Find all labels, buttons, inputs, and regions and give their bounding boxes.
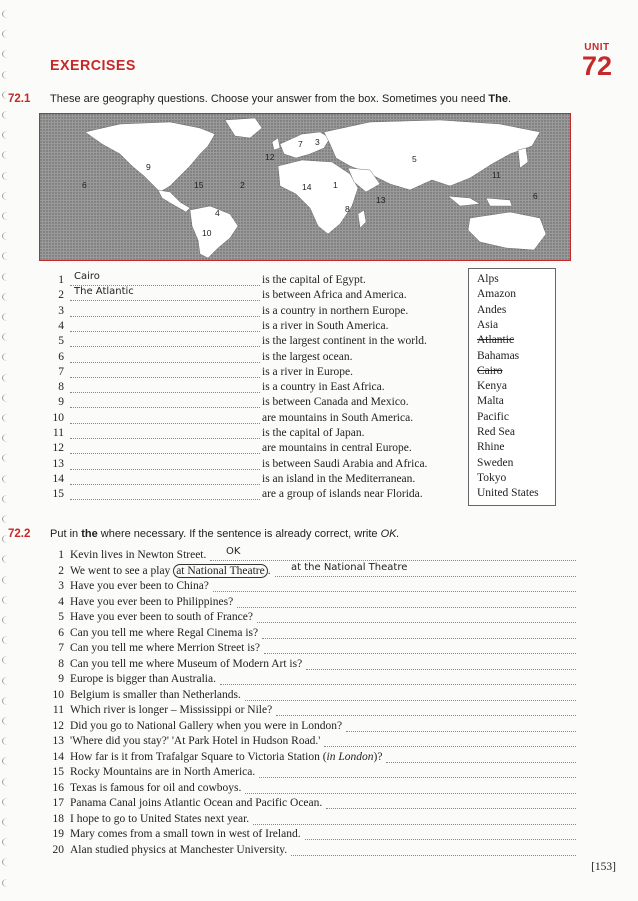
answer-blank[interactable] <box>70 377 260 378</box>
spiral-ring <box>2 717 13 725</box>
sentence-text: Have you ever been to south of France? <box>70 611 253 623</box>
spiral-ring <box>2 757 13 765</box>
sentence-row <box>48 782 576 797</box>
sentence-number: 18 <box>52 812 64 825</box>
question-number: 12 <box>52 442 64 455</box>
map-label: 12 <box>265 152 275 162</box>
map-label: 7 <box>298 139 303 149</box>
spiral-ring <box>2 293 13 301</box>
instruction-text: where necessary. If the sentence is already correct, write <box>100 528 378 540</box>
spiral-ring <box>2 838 13 846</box>
map-label: 14 <box>302 182 312 192</box>
answer-line[interactable] <box>259 777 576 778</box>
question-text: is the capital of Egypt. <box>262 274 366 286</box>
sentence-number: 11 <box>52 704 64 716</box>
answer-line[interactable] <box>386 762 576 763</box>
spiral-ring <box>2 798 13 806</box>
circled-text: at National Theatre <box>173 564 268 578</box>
unit-marker <box>582 42 612 79</box>
spiral-ring <box>2 151 13 159</box>
spiral-ring <box>2 273 13 281</box>
question-text: is the largest ocean. <box>262 350 353 363</box>
answer-line[interactable] <box>324 746 576 747</box>
box-word: Pacific <box>477 410 509 423</box>
question-text: is a river in Europe. <box>262 365 354 378</box>
question-row <box>48 381 468 396</box>
spiral-ring <box>2 596 13 604</box>
sentence-row <box>48 673 576 688</box>
box-word: Kenya <box>477 380 508 393</box>
question-row <box>48 473 468 488</box>
answer-line[interactable] <box>264 653 576 654</box>
map-label: 3 <box>315 137 320 147</box>
spiral-ring <box>2 172 13 180</box>
sentence-row <box>48 766 576 781</box>
sentence <box>70 797 322 809</box>
sentence-text: Which river is longer – Mississippi or Nile? <box>70 704 273 716</box>
sentence-text: Have you ever been to China? <box>70 580 209 592</box>
spiral-ring <box>2 232 13 240</box>
map-label: 15 <box>194 180 204 190</box>
sentence <box>70 782 241 794</box>
sentence-row <box>48 720 576 735</box>
instruction-ok: OK. <box>380 528 400 540</box>
question-row <box>48 442 468 457</box>
sentence-row <box>48 658 576 673</box>
box-word: Rhine <box>477 441 505 454</box>
question-text: is a country in East Africa. <box>262 381 385 394</box>
sentence <box>70 658 302 670</box>
sentence-text: We went to see a play <box>70 564 171 577</box>
sentence <box>70 627 258 639</box>
instruction-bold: the <box>81 528 98 540</box>
sentence <box>70 844 287 856</box>
box-word: Tokyo <box>477 471 507 484</box>
spiral-ring <box>2 879 13 887</box>
sentence <box>70 596 233 608</box>
sentence-text: Kevin lives in Newton Street. <box>70 549 207 561</box>
answer-line[interactable] <box>245 700 576 701</box>
handwritten-answer: at the National Theatre <box>291 561 408 573</box>
answer-blank[interactable] <box>70 423 260 424</box>
question-number: 2 <box>58 289 64 302</box>
sentence-italic: in London <box>326 750 374 763</box>
exercise-instruction-2 <box>50 528 400 540</box>
answer-line[interactable] <box>326 808 576 809</box>
spiral-ring <box>2 353 13 361</box>
box-word: Andes <box>477 303 507 316</box>
instruction-bold: The <box>488 93 508 105</box>
map-label: 1 <box>333 180 338 190</box>
spiral-ring <box>2 555 13 563</box>
question-number: 8 <box>58 381 64 394</box>
sentence-row <box>48 828 576 843</box>
map-label: 10 <box>202 228 212 238</box>
answer-line[interactable] <box>291 855 576 856</box>
spiral-ring <box>2 374 13 382</box>
map-label: 6 <box>533 191 538 201</box>
spiral-ring <box>2 737 13 745</box>
spiral-ring <box>2 818 13 826</box>
map-label: 9 <box>146 162 151 172</box>
question-row <box>48 427 468 442</box>
question-number: 3 <box>58 304 64 317</box>
answer-line[interactable] <box>306 669 576 670</box>
answer-blank[interactable] <box>70 469 260 470</box>
sentence-row <box>48 844 576 859</box>
question-text: is between Canada and Mexico. <box>262 396 409 409</box>
question-row <box>48 396 468 411</box>
question-text: is an island in the Mediterranean. <box>262 472 416 485</box>
sentence-text: Europe is bigger than Australia. <box>70 673 216 685</box>
box-word: Atlantic <box>477 334 515 347</box>
sentence <box>70 580 209 592</box>
sentence-number: 14 <box>52 750 64 763</box>
box-word: Sweden <box>477 456 514 469</box>
answer-blank[interactable] <box>70 316 260 317</box>
answer-line[interactable] <box>245 793 576 794</box>
spiral-ring <box>2 313 13 321</box>
spiral-ring <box>2 858 13 866</box>
box-word: Amazon <box>477 288 516 301</box>
sentence-row <box>48 689 576 704</box>
question-text: is the largest continent in the world. <box>262 335 427 348</box>
sentence-text: . <box>267 564 271 577</box>
map-label: 8 <box>345 204 350 214</box>
spiral-ring <box>2 111 13 119</box>
question-text: is a river in South America. <box>262 319 389 332</box>
map-label: 11 <box>492 170 501 180</box>
map-label: 4 <box>215 208 220 218</box>
sentence <box>70 766 255 778</box>
question-row <box>48 286 468 304</box>
answer-blank[interactable] <box>70 346 260 347</box>
sentence-text: Rocky Mountains are in North America. <box>70 766 256 778</box>
spiral-ring <box>2 414 13 422</box>
question-number: 7 <box>58 365 64 378</box>
answer-line[interactable] <box>220 684 576 685</box>
sentence-text: Did you go to National Gallery when you were in London? <box>70 719 343 732</box>
sentence-text: Can you tell me where Merrion Street is? <box>70 642 261 654</box>
page-number: [153] <box>591 861 616 873</box>
map-label: 6 <box>82 180 87 190</box>
answer-blank[interactable] <box>70 453 260 454</box>
question-number: 15 <box>52 488 64 501</box>
box-word: United States <box>477 487 539 500</box>
question-number: 13 <box>52 457 64 470</box>
sentence <box>70 813 249 825</box>
sentence <box>70 720 342 732</box>
sentence-number: 7 <box>58 642 64 654</box>
sentence-row <box>48 580 576 595</box>
sentence-row <box>48 561 576 580</box>
spiral-ring <box>2 515 13 523</box>
question-text: is between Saudi Arabia and Africa. <box>262 457 428 470</box>
answer-line[interactable] <box>305 839 576 840</box>
sentence-number: 12 <box>52 719 64 732</box>
answer-blank[interactable] <box>70 407 260 408</box>
sentence <box>70 673 216 685</box>
sentence-number: 9 <box>58 673 64 685</box>
question-row <box>48 305 468 320</box>
question-number: 6 <box>58 350 64 363</box>
sentence-text: Panama Canal joins Atlantic Ocean and Pacific Ocean. <box>70 797 323 809</box>
spiral-ring <box>2 656 13 664</box>
answer-line[interactable] <box>262 638 576 639</box>
spiral-ring <box>2 677 13 685</box>
spiral-binding <box>0 0 16 901</box>
box-word: Asia <box>477 318 499 331</box>
sentence-text: How far is it from Trafalgar Square to Victoria Station ( <box>70 750 327 763</box>
question-number: 4 <box>58 319 64 332</box>
spiral-ring <box>2 495 13 503</box>
sentence-text: Have you ever been to Philippines? <box>70 595 234 608</box>
question-text: are a group of islands near Florida. <box>262 488 423 501</box>
page-heading: EXERCISES <box>50 57 136 74</box>
sentence-text: )? <box>373 750 383 763</box>
answer-blank[interactable] <box>70 499 260 500</box>
handwritten-answer: The Atlantic <box>74 286 134 298</box>
spiral-ring <box>2 212 13 220</box>
question-number: 11 <box>52 427 64 439</box>
sentence-text: Can you tell me where Museum of Modern Art is? <box>70 657 303 670</box>
answer-blank[interactable] <box>70 300 260 301</box>
sentence-row <box>48 611 576 626</box>
spiral-ring <box>2 778 13 786</box>
sentence <box>70 828 301 840</box>
sentence-row <box>48 704 576 719</box>
spiral-ring <box>2 636 13 644</box>
question-text: is the capital of Japan. <box>262 427 365 439</box>
answer-line[interactable] <box>346 731 576 732</box>
answer-blank[interactable] <box>70 362 260 363</box>
question-row <box>48 351 468 366</box>
sentence-row <box>48 596 576 611</box>
answer-line[interactable] <box>213 591 576 592</box>
sentence <box>70 549 206 561</box>
question-text: is between Africa and America. <box>262 289 407 302</box>
instruction-text: Put in <box>50 528 79 540</box>
sentence-number: 1 <box>58 549 64 561</box>
exercise-instruction-1: These are geography questions. Choose your answer from the box. Sometimes you need The. <box>50 93 512 105</box>
sentence-text: Texas is famous for oil and cowboys. <box>70 781 242 794</box>
world-map <box>39 113 571 261</box>
answer-blank[interactable] <box>70 331 260 332</box>
spiral-ring <box>2 252 13 260</box>
sentence-number: 10 <box>52 688 64 701</box>
sentence-number: 13 <box>52 735 64 747</box>
answer-blank[interactable] <box>70 438 260 439</box>
question-row <box>48 335 468 350</box>
sentence <box>70 689 241 701</box>
box-word: Red Sea <box>477 426 516 438</box>
sentence-number: 3 <box>58 580 64 592</box>
spiral-ring <box>2 192 13 200</box>
sentence-row <box>48 735 576 750</box>
sentence-text: 'Where did you stay?' 'At Park Hotel in Hudson Road.' <box>70 735 321 747</box>
question-number: 10 <box>52 411 64 424</box>
sentence-row <box>48 627 576 642</box>
box-word: Bahamas <box>477 349 520 362</box>
sentence-number: 8 <box>58 657 64 670</box>
sentence-number: 16 <box>52 781 64 794</box>
question-row <box>48 320 468 335</box>
question-number: 1 <box>58 274 64 286</box>
sentence-row <box>48 813 576 828</box>
answer-line[interactable] <box>253 824 576 825</box>
spiral-ring <box>2 616 13 624</box>
sentence-number: 15 <box>52 766 64 778</box>
sentence <box>70 751 382 763</box>
sentence <box>70 611 253 623</box>
answer-line[interactable] <box>257 622 576 623</box>
spiral-ring <box>2 10 13 18</box>
sentence-text: Belgium is smaller than Netherlands. <box>70 688 241 701</box>
box-word: Cairo <box>477 364 503 377</box>
sentence-number: 5 <box>58 611 64 623</box>
sentence-row <box>48 751 576 766</box>
box-word: Malta <box>477 395 504 408</box>
question-number: 5 <box>58 335 64 348</box>
question-number: 14 <box>52 472 64 485</box>
question-text: is a country in northern Europe. <box>262 304 409 317</box>
answer-blank[interactable] <box>70 484 260 485</box>
sentence-text: Can you tell me where Regal Cinema is? <box>70 626 259 639</box>
spiral-ring <box>2 434 13 442</box>
sentence-number: 6 <box>58 626 64 639</box>
sentence-number: 20 <box>52 843 64 856</box>
handwritten-answer: Cairo <box>74 271 100 282</box>
spiral-ring <box>2 30 13 38</box>
map-label: 5 <box>412 154 417 164</box>
sentence-number: 17 <box>52 797 64 809</box>
question-row <box>48 458 468 473</box>
spiral-ring <box>2 475 13 483</box>
question-row <box>48 412 468 427</box>
sentence-row <box>48 797 576 812</box>
handwritten-answer: OK <box>226 546 241 557</box>
sentence-text: I hope to go to United States next year. <box>70 812 250 825</box>
sentence <box>70 565 271 577</box>
exercise-number-2: 72.2 <box>8 528 31 540</box>
sentence-number: 4 <box>58 595 64 608</box>
question-text: are mountains in South America. <box>262 411 414 424</box>
spiral-ring <box>2 71 13 79</box>
spiral-ring <box>2 697 13 705</box>
answer-word-box <box>468 268 556 506</box>
sentence-text: Alan studied physics at Manchester University. <box>70 843 288 856</box>
exercise-number-1: 72.1 <box>8 93 31 105</box>
sentence <box>70 704 272 716</box>
sentence-number: 2 <box>58 564 64 577</box>
question-text: are mountains in central Europe. <box>262 442 412 455</box>
unit-label: UNIT <box>584 42 610 53</box>
spiral-ring <box>2 576 13 584</box>
sentence <box>70 735 320 747</box>
instruction-text: These are geography questions. Choose your answer from the box. Sometimes you need <box>50 93 486 105</box>
spiral-ring <box>2 131 13 139</box>
answer-line[interactable] <box>237 607 576 608</box>
question-row <box>48 488 468 503</box>
sentence <box>70 642 260 654</box>
unit-number: 72 <box>581 51 612 81</box>
sentence-row <box>48 642 576 657</box>
sentence-number: 19 <box>52 828 64 840</box>
spiral-ring <box>2 394 13 402</box>
sentence-text: Mary comes from a small town in west of Ireland. <box>70 828 301 840</box>
question-row <box>48 366 468 381</box>
box-word: Alps <box>477 273 499 285</box>
question-number: 9 <box>58 396 64 409</box>
map-label: 13 <box>376 195 386 205</box>
spiral-ring <box>2 50 13 58</box>
answer-blank[interactable] <box>70 392 260 393</box>
answer-line[interactable] <box>275 576 576 577</box>
answer-line[interactable] <box>276 715 576 716</box>
spiral-ring <box>2 333 13 341</box>
map-label: 2 <box>240 180 245 190</box>
spiral-ring <box>2 454 13 462</box>
